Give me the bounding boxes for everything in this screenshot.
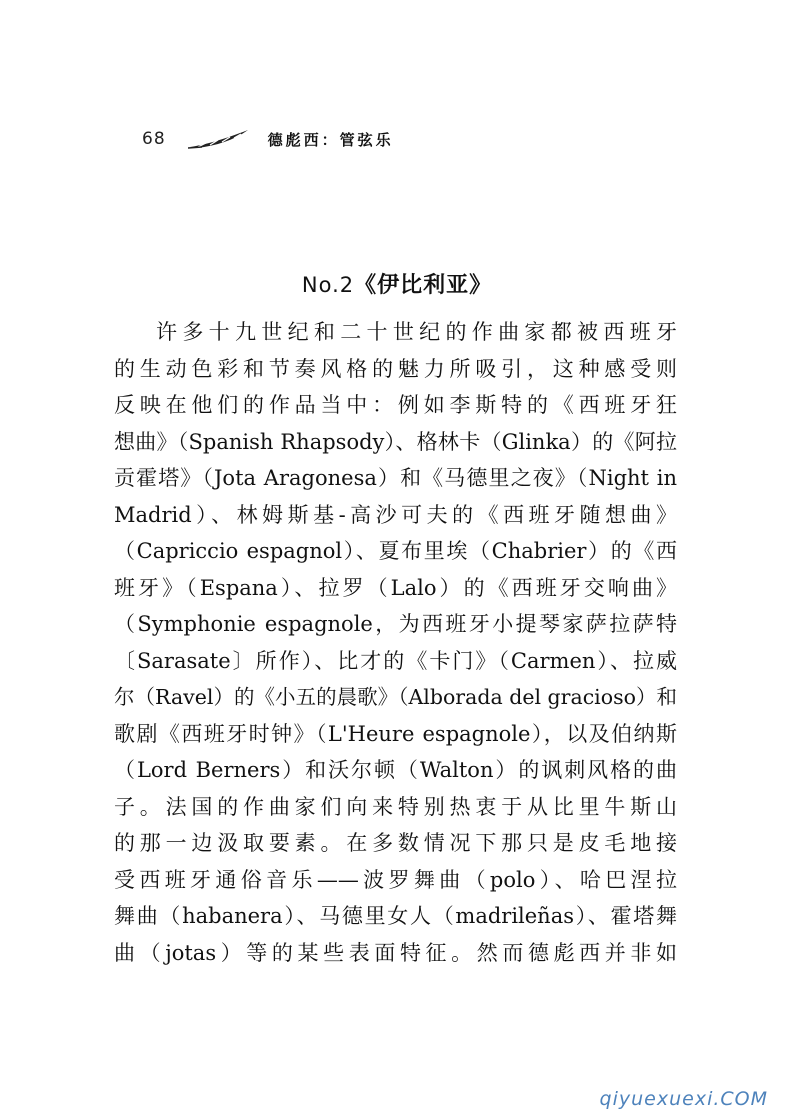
- text-line: 受西班牙通俗音乐——波罗舞曲（polo）、哈巴涅拉: [114, 867, 677, 892]
- text-line: Madrid）、林姆斯基-高沙可夫的《西班牙随想曲》: [114, 502, 677, 527]
- text-line: 班牙》（Espana）、拉罗（Lalo）的《西班牙交响曲》: [114, 575, 677, 600]
- text-line: 的那一边汲取要素。在多数情况下那只是皮毛地接: [114, 831, 677, 855]
- text-line: 〔Sarasate〕所作）、比才的《卡门》（Carmen）、拉威: [114, 648, 677, 673]
- text-line: 反映在他们的作品当中：例如李斯特的《西班牙狂: [114, 393, 677, 417]
- section-number: No.2: [301, 273, 355, 298]
- text-line: 歌剧《西班牙时钟》（L'Heure espagnole），以及伯纳斯: [114, 721, 677, 746]
- text-line: （Symphonie espagnole，为西班牙小提琴家萨拉萨特: [114, 612, 677, 636]
- text-line: 子。法国的作曲家们向来特别热衷于从比里牛斯山: [114, 794, 677, 819]
- text-line: 的生动色彩和节奏风格的魅力所吸引，这种感受则: [114, 356, 677, 381]
- running-title: 德彪西：管弦乐: [267, 130, 394, 149]
- quill-icon: [188, 128, 250, 150]
- running-header: [142, 124, 394, 154]
- page-number: 68: [142, 129, 166, 149]
- text-line: 舞曲（habanera）、马德里女人（madrileñas）、霍塔舞: [114, 904, 677, 928]
- text-line: 尔（Ravel）的《小五的晨歌》（Alborada del gracioso）和: [114, 685, 677, 709]
- text-line: （Capriccio espagnol）、夏布里埃（Chabrier）的《西: [114, 539, 677, 563]
- section-title: 《伊比利亚》: [354, 272, 493, 299]
- text-line: 贡霍塔》（Jota Aragonesa）和《马德里之夜》（Night in: [114, 466, 677, 490]
- text-line: 许多十九世纪和二十世纪的作曲家都被西班牙: [156, 320, 677, 344]
- text-line: 想曲》（Spanish Rhapsody）、格林卡（Glinka）的《阿拉: [114, 429, 677, 454]
- section-heading: [0, 268, 794, 299]
- text-line: 曲（jotas）等的某些表面特征。然而德彪西并非如: [114, 940, 677, 965]
- watermark: qiyuexuexi.COM: [599, 1088, 768, 1110]
- text-line: （Lord Berners）和沃尔顿（Walton）的讽刺风格的曲: [114, 758, 677, 782]
- body-paragraph: [114, 314, 677, 971]
